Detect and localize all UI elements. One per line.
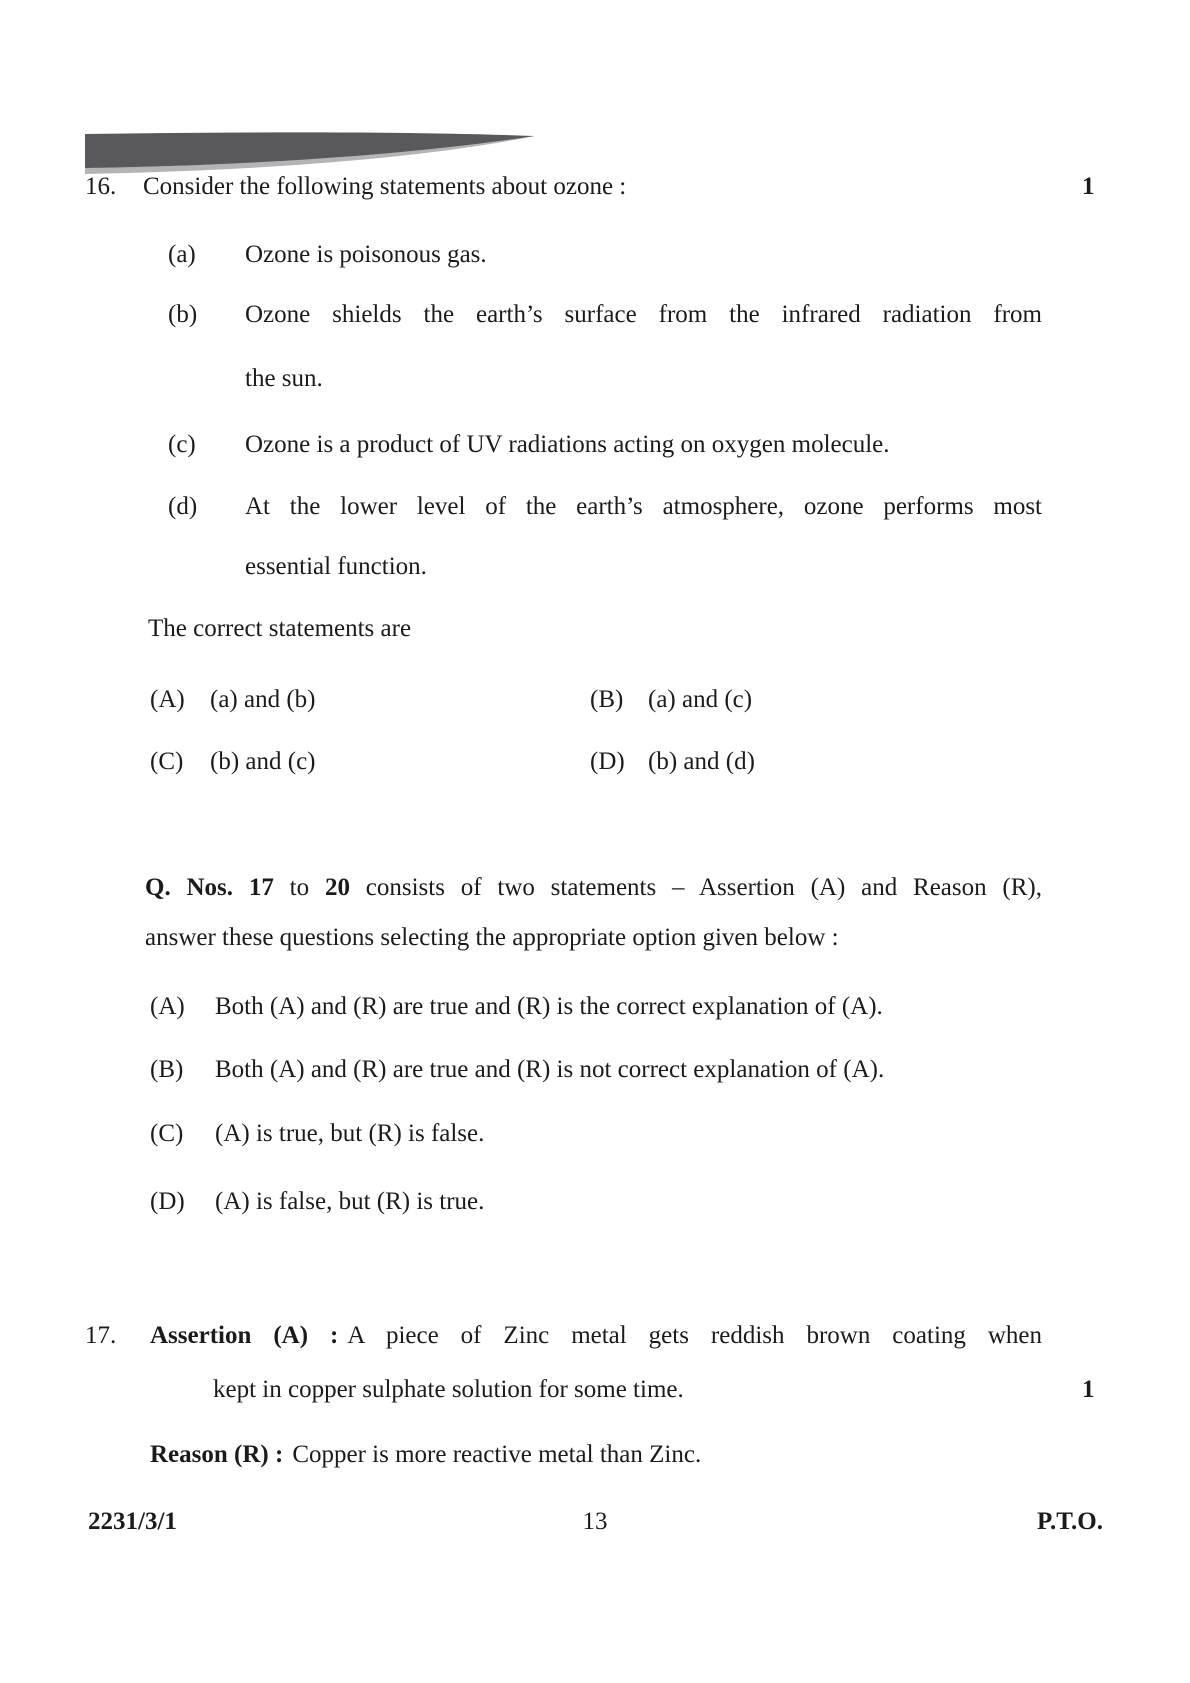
statement-d-text-line1: At the lower level of the earth’s atmosphere, ozone performs most bbox=[245, 493, 1042, 520]
statement-c-text: Ozone is a product of UV radiations acting on oxygen molecule. bbox=[245, 431, 890, 458]
ar-option-B-label: (B) bbox=[150, 1056, 184, 1083]
question-17-number: 17. bbox=[85, 1322, 117, 1349]
statement-b-text-line1: Ozone shields the earth’s surface from the infrared radiation from bbox=[245, 301, 1042, 328]
statement-a-label: (a) bbox=[168, 241, 196, 268]
assertion-label: Assertion (A) : bbox=[150, 1322, 339, 1349]
instruction-mid: to bbox=[273, 874, 325, 901]
question-17-assertion-line1 bbox=[150, 1319, 1042, 1353]
option-D-text: (b) and (d) bbox=[648, 748, 755, 775]
instruction-rest: consists of two statements – Assertion (A) and Reason (R), bbox=[349, 874, 1042, 901]
option-C-label: (C) bbox=[150, 748, 184, 775]
instruction-bold-range: Q. Nos. 17 bbox=[145, 874, 274, 901]
statement-c-label: (c) bbox=[168, 431, 196, 458]
assertion-instruction-line2: answer these questions selecting the appropriate option given below : bbox=[145, 924, 839, 951]
question-17-reason-line bbox=[150, 1438, 701, 1472]
instruction-bold-20: 20 bbox=[324, 874, 350, 901]
reason-text: Copper is more reactive metal than Zinc. bbox=[292, 1441, 702, 1468]
ar-option-C-label: (C) bbox=[150, 1120, 184, 1147]
assertion-text: A piece of Zinc metal gets reddish brown coating when bbox=[347, 1322, 1042, 1349]
ar-option-A-label: (A) bbox=[150, 993, 185, 1020]
statement-d-label: (d) bbox=[168, 493, 198, 520]
ar-option-D-label: (D) bbox=[150, 1188, 185, 1215]
ar-option-C-text: (A) is true, but (R) is false. bbox=[215, 1120, 485, 1147]
statement-b-label: (b) bbox=[168, 301, 198, 328]
statement-a-text: Ozone is poisonous gas. bbox=[245, 241, 487, 268]
correct-statements-prompt: The correct statements are bbox=[148, 615, 412, 642]
question-17-assertion-line2: kept in copper sulphate solution for some time. bbox=[213, 1376, 684, 1403]
footer-page-number: 13 bbox=[582, 1508, 608, 1535]
question-16-marks: 1 bbox=[1082, 173, 1095, 200]
ar-option-D-text: (A) is false, but (R) is true. bbox=[215, 1188, 485, 1215]
assertion-instruction-line1 bbox=[145, 871, 1042, 905]
statement-b-text-line2: the sun. bbox=[245, 365, 323, 392]
option-B-label: (B) bbox=[590, 686, 624, 713]
option-A-label: (A) bbox=[150, 686, 185, 713]
option-D-label: (D) bbox=[590, 748, 625, 775]
footer-paper-code: 2231/3/1 bbox=[88, 1508, 177, 1535]
option-C-text: (b) and (c) bbox=[210, 748, 316, 775]
ar-option-B-text: Both (A) and (R) are true and (R) is not correct explanation of (A). bbox=[215, 1056, 885, 1083]
corner-swoosh-graphic bbox=[85, 128, 535, 174]
question-16-number: 16. bbox=[85, 173, 117, 200]
question-16-prompt: Consider the following statements about ozone : bbox=[143, 173, 627, 200]
statement-d-text-line2: essential function. bbox=[245, 553, 427, 580]
question-17-marks: 1 bbox=[1082, 1376, 1095, 1403]
option-A-text: (a) and (b) bbox=[210, 686, 316, 713]
reason-label: Reason (R) : bbox=[150, 1441, 284, 1468]
ar-option-A-text: Both (A) and (R) are true and (R) is the correct explanation of (A). bbox=[215, 993, 883, 1020]
option-B-text: (a) and (c) bbox=[648, 686, 753, 713]
footer-pto-label: P.T.O. bbox=[1037, 1508, 1103, 1535]
